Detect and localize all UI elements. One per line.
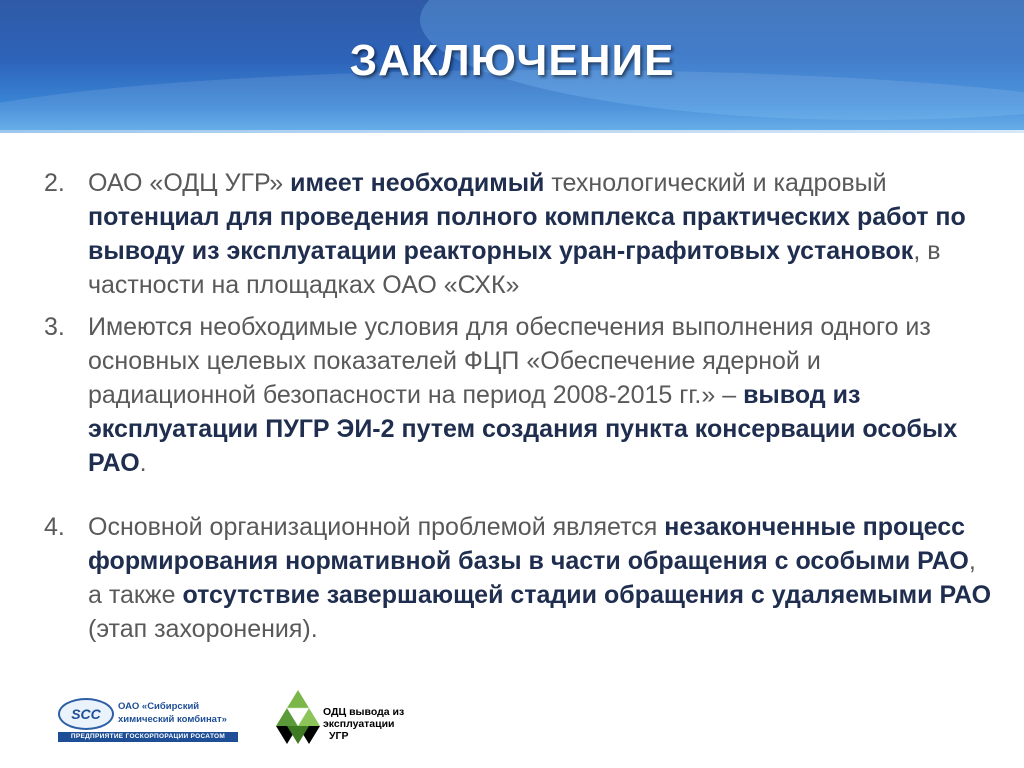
item-text-bold: вывод из эксплуатации ПУГР ЭИ-2 путем создания пункта консервации особых РАО	[88, 381, 958, 477]
title-banner	[0, 0, 1024, 132]
triangle-logo-icon	[275, 688, 321, 746]
sxk-name-line2: химический комбинат»	[118, 714, 227, 725]
sxk-name-line1: ОАО «Сибирский	[118, 701, 200, 712]
odc-line3: УГР	[329, 730, 349, 742]
item-text-part: , а также	[88, 547, 976, 609]
item-text-bold: потенциал для проведения полного комплекса практических работ по выводу из эксплуатации реакторных уран-графитовых установок	[88, 203, 966, 265]
item-text-part: , в частности на площадках ОАО «СХК»	[88, 237, 941, 299]
odc-line2: эксплуатации	[323, 718, 395, 730]
slide-title: ЗАКЛЮЧЕНИЕ	[349, 36, 675, 85]
sxk-logo	[58, 698, 240, 744]
item-text-part: ОАО «ОДЦ УГР»	[88, 169, 291, 197]
banner-divider	[0, 130, 1024, 133]
item-text-bold: имеет необходимый	[290, 169, 545, 197]
item-text-part: технологический и кадровый	[544, 169, 887, 197]
item-text-bold: отсутствие завершающей стадии обращения с удаляемыми РАО	[182, 581, 992, 609]
odc-name	[323, 706, 433, 742]
list-item-2	[44, 166, 994, 302]
item-text-part: .	[139, 449, 147, 477]
item-text-bold: незаконченные процесс формирования нормативной базы в части обращения с особыми РАО	[88, 513, 969, 575]
item-number: 2.	[44, 169, 65, 197]
sxk-name	[118, 700, 242, 726]
conclusion-list	[44, 166, 994, 646]
item-text-part: Имеются необходимые условия для обеспечения выполнения одного из основных целевых показателей ФЦП «Обеспечение ядерной и радиационной безопасности на период 2008-2015 гг.» –	[88, 313, 931, 409]
item-number: 4.	[44, 513, 65, 541]
odc-logo	[275, 688, 435, 748]
item-number: 3.	[44, 313, 65, 341]
item-text-part: (этап захоронения).	[88, 615, 318, 643]
item-text-part: Основной организационной проблемой является	[88, 513, 665, 541]
odc-line1: ОДЦ вывода из	[323, 706, 405, 718]
list-item-3	[44, 310, 994, 480]
sxk-emblem-icon: SCC	[58, 698, 114, 730]
list-item-4	[44, 510, 994, 646]
sxk-subtitle: ПРЕДПРИЯТИЕ ГОСКОРПОРАЦИИ РОСАТОМ	[58, 732, 238, 742]
